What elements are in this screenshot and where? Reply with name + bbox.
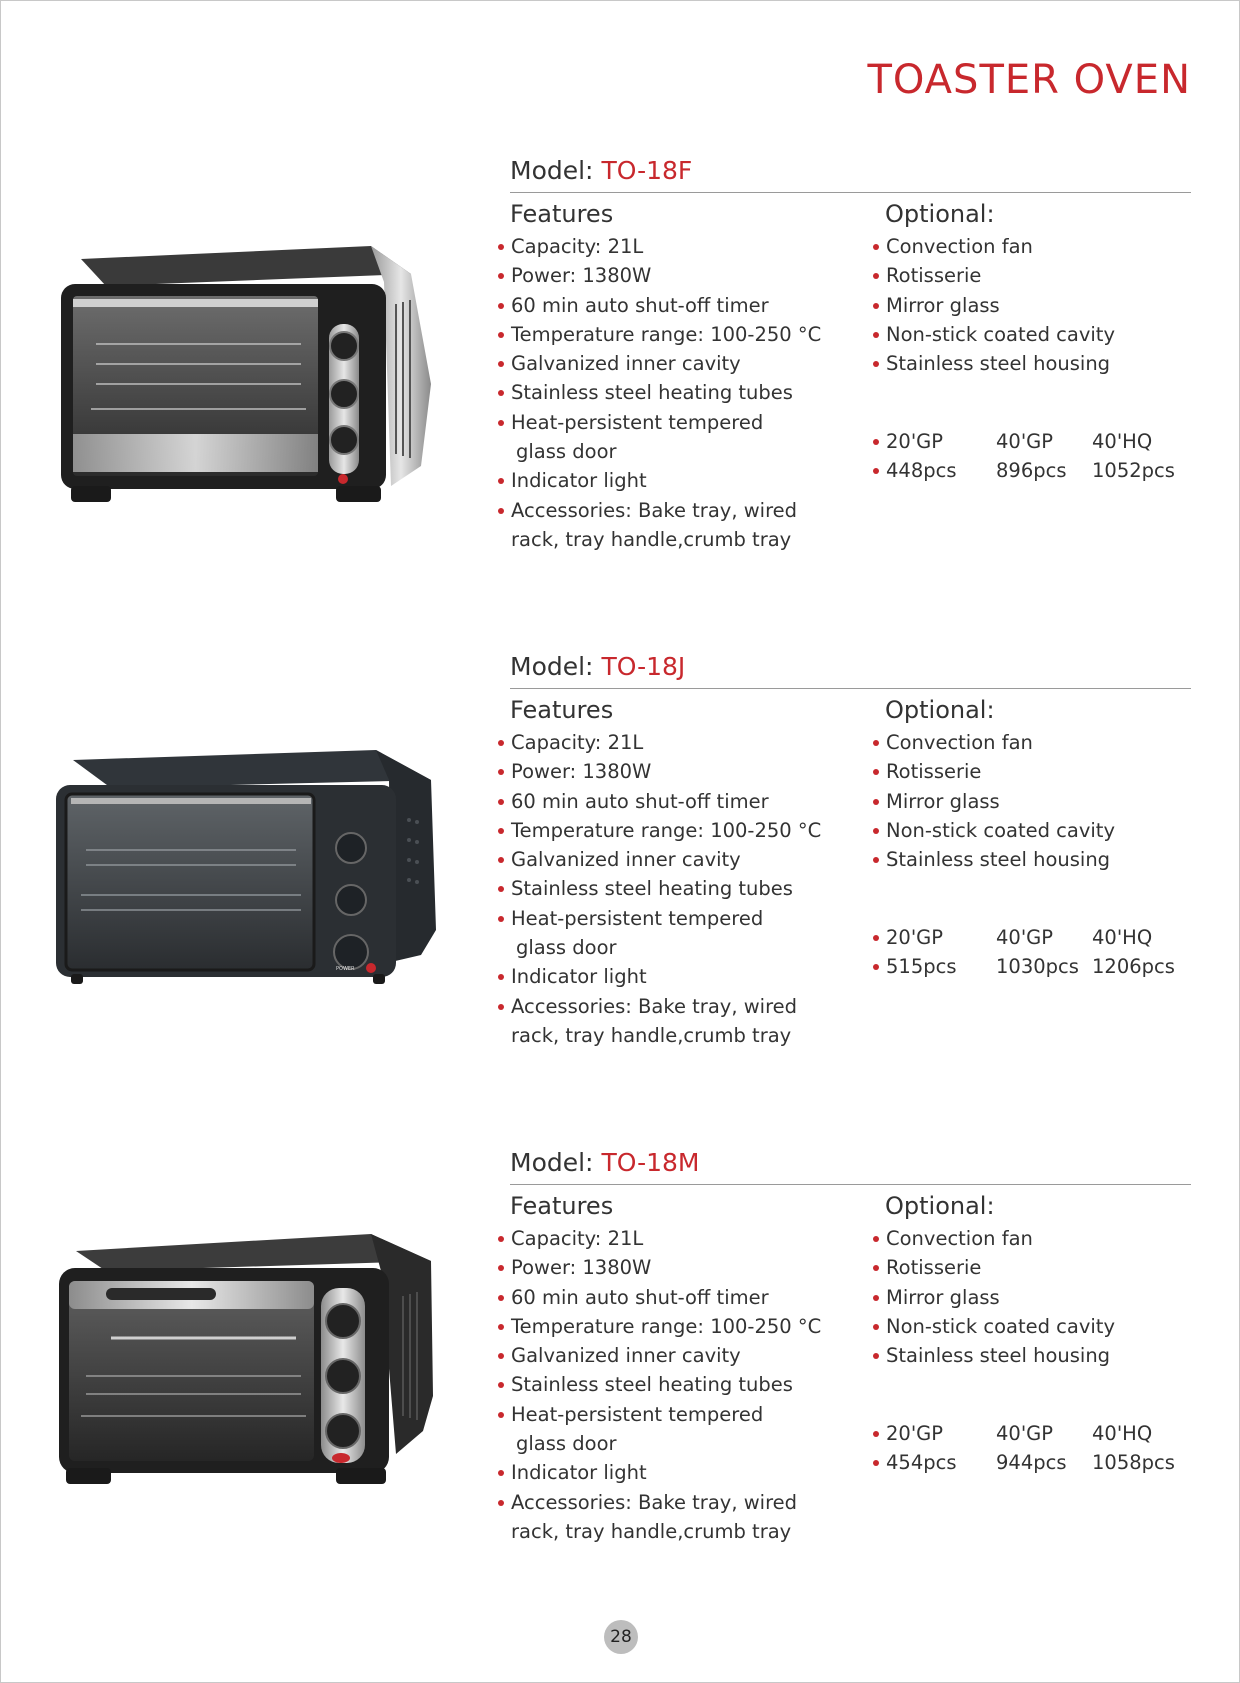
feature-item: Stainless steel heating tubes [497,1370,877,1399]
features-list [497,728,877,1050]
feature-item: 60 min auto shut-off timer [497,291,877,320]
product-section-to-18j [1,650,1240,1070]
optional-heading: Optional: [885,696,995,724]
quantity-cell: 515pcs [872,952,996,981]
container-quantity-row [872,952,1192,981]
feature-item-text: Heat-persistent tempered [511,1402,764,1426]
product-section-to-18f [1,154,1240,574]
container-cell: 40'GP [996,430,1054,453]
feature-item-continuation: glass door [516,936,617,960]
feature-item: Stainless steel heating tubes [497,874,877,903]
optional-item: Rotisserie [872,757,1202,786]
feature-item: Indicator light [497,962,877,991]
toaster-oven-silver-door-photo [51,234,451,524]
features-heading: Features [510,1192,614,1220]
optional-item: Rotisserie [872,261,1202,290]
feature-item: Accessories: Bake tray, wired rack, tray handle,crumb tray [497,1488,851,1547]
feature-item: Temperature range: 100-250 °C [497,816,877,845]
model-heading [510,154,1191,193]
feature-item [497,904,877,963]
toaster-oven-rotisserie-photo [51,1226,451,1516]
model-label: Model: [510,652,594,681]
quantity-cell: 448pcs [872,456,996,485]
quantity-cell: 944pcs [996,1451,1067,1475]
feature-item: Indicator light [497,466,877,495]
power-label: POWER [336,966,355,972]
page-title: TOASTER OVEN [867,57,1191,103]
feature-item: Accessories: Bake tray, wired rack, tray handle,crumb tray [497,496,851,555]
quantity-cell: 1030pcs [996,955,1079,979]
features-heading: Features [510,200,614,228]
optional-item: Convection fan [872,232,1202,261]
container-cell: 40'HQ [1092,430,1153,453]
model-heading [510,650,1191,689]
optional-list [872,232,1202,378]
optional-item: Non-stick coated cavity [872,320,1202,349]
feature-item: Accessories: Bake tray, wired rack, tray handle,crumb tray [497,992,851,1051]
feature-item [497,1400,877,1459]
feature-item: Capacity: 21L [497,232,877,261]
optional-item: Stainless steel housing [872,845,1202,874]
optional-list [872,1224,1202,1370]
optional-item: Convection fan [872,728,1202,757]
container-cell: 40'HQ [1092,1422,1153,1445]
feature-item: Stainless steel heating tubes [497,378,877,407]
quantity-cell: 1052pcs [1092,459,1175,483]
feature-item: Galvanized inner cavity [497,1341,877,1370]
container-type-row [872,923,1192,952]
model-code: TO-18J [601,652,686,681]
features-list [497,232,877,554]
container-type-row [872,427,1192,456]
model-heading [510,1146,1191,1185]
toaster-oven-black-photo [51,730,451,1020]
model-code: TO-18M [601,1148,700,1177]
optional-item: Mirror glass [872,787,1202,816]
container-cell: 40'GP [996,926,1054,949]
feature-item: Power: 1380W [497,757,877,786]
container-cell: 20'GP [872,923,996,952]
container-quantity-row [872,1448,1192,1477]
model-label: Model: [510,1148,594,1177]
container-type-row [872,1419,1192,1448]
feature-item-continuation: glass door [516,440,617,464]
feature-item: Temperature range: 100-250 °C [497,320,877,349]
container-quantity-row [872,456,1192,485]
model-code: TO-18F [601,156,693,185]
feature-item [497,408,877,467]
product-section-to-18m [1,1146,1240,1566]
optional-item: Stainless steel housing [872,1341,1202,1370]
feature-item: Capacity: 21L [497,1224,877,1253]
optional-item: Non-stick coated cavity [872,816,1202,845]
optional-heading: Optional: [885,200,995,228]
features-heading: Features [510,696,614,724]
quantity-cell: 1206pcs [1092,955,1175,979]
optional-list [872,728,1202,874]
feature-item: Galvanized inner cavity [497,349,877,378]
quantity-cell: 1058pcs [1092,1451,1175,1475]
quantity-cell: 454pcs [872,1448,996,1477]
container-loading-table [872,923,1192,982]
feature-item: 60 min auto shut-off timer [497,1283,877,1312]
feature-item: Temperature range: 100-250 °C [497,1312,877,1341]
optional-item: Non-stick coated cavity [872,1312,1202,1341]
optional-item: Stainless steel housing [872,349,1202,378]
feature-item: Power: 1380W [497,261,877,290]
feature-item: 60 min auto shut-off timer [497,787,877,816]
container-cell: 40'GP [996,1422,1054,1445]
feature-item-text: Heat-persistent tempered [511,906,764,930]
feature-item: Indicator light [497,1458,877,1487]
container-cell: 40'HQ [1092,926,1153,949]
feature-item: Galvanized inner cavity [497,845,877,874]
optional-item: Convection fan [872,1224,1202,1253]
feature-item: Power: 1380W [497,1253,877,1282]
container-cell: 20'GP [872,427,996,456]
optional-item: Rotisserie [872,1253,1202,1282]
optional-heading: Optional: [885,1192,995,1220]
feature-item: Capacity: 21L [497,728,877,757]
quantity-cell: 896pcs [996,459,1067,483]
model-label: Model: [510,156,594,185]
feature-item-text: Heat-persistent tempered [511,410,764,434]
features-list [497,1224,877,1546]
container-loading-table [872,1419,1192,1478]
container-cell: 20'GP [872,1419,996,1448]
page-number-badge: 28 [604,1620,638,1654]
feature-item-continuation: glass door [516,1432,617,1456]
optional-item: Mirror glass [872,1283,1202,1312]
container-loading-table [872,427,1192,486]
optional-item: Mirror glass [872,291,1202,320]
